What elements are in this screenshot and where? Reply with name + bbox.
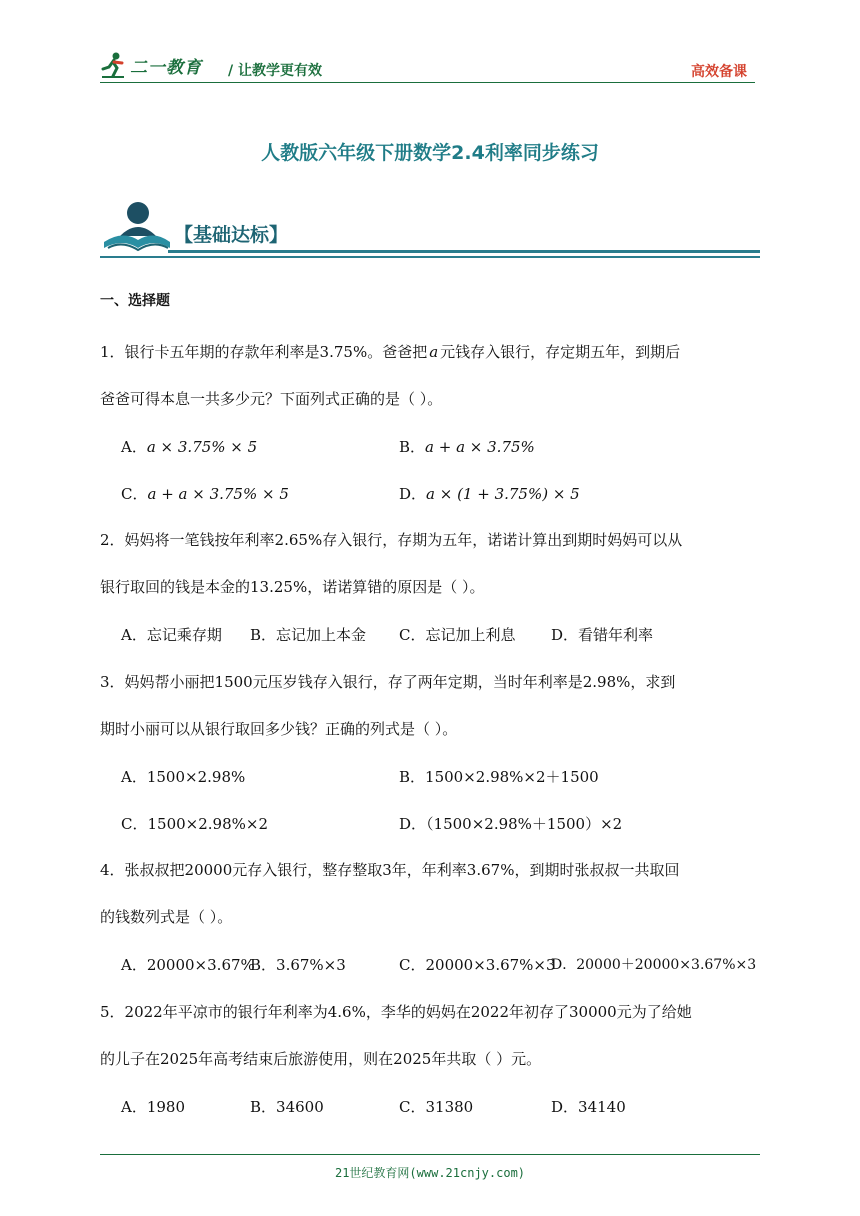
section-label: 【基础达标】 [174, 224, 289, 246]
math-variable: a [429, 343, 439, 361]
question-4-option-a[interactable] [121, 954, 255, 975]
question-2-line-1: 2．妈妈将一笔钱按年利率2.65%存入银行，存期为五年，诺诺计算出到期时妈妈可以从 [100, 531, 683, 549]
question-2-option-b[interactable] [250, 624, 366, 645]
reader-book-icon [100, 200, 172, 256]
question-4-option-d[interactable] [551, 954, 756, 974]
part-heading: 一、选择题 [100, 293, 170, 309]
question-4-option-b[interactable] [250, 954, 346, 975]
option-label: B． [250, 1098, 277, 1116]
question-2-option-c[interactable] [399, 624, 516, 645]
option-text: 3.67%×3 [276, 956, 346, 974]
logo-text: 二一教育 [130, 57, 202, 78]
logo [100, 50, 202, 80]
option-label: B． [399, 438, 426, 456]
question-2-line-2: 银行取回的钱是本金的13.25%，诺诺算错的原因是（ ）。 [100, 578, 485, 596]
question-1-option-c[interactable] [121, 483, 289, 504]
option-text: 1980 [146, 1098, 186, 1116]
option-text: 1500×2.98% [146, 768, 246, 786]
option-label: A． [121, 1098, 147, 1116]
option-text: 34600 [276, 1098, 324, 1116]
option-text: 忘记加上利息 [425, 626, 516, 644]
option-label: A． [121, 768, 147, 786]
question-4-option-c[interactable] [399, 954, 556, 975]
question-3-option-c[interactable] [121, 813, 268, 834]
question-1-option-a[interactable] [121, 436, 257, 457]
header-slogan: / 让教学更有效 [228, 63, 322, 79]
question-3-option-b[interactable] [399, 766, 599, 787]
option-text: a × (1 + 3.75%) × 5 [426, 485, 580, 503]
option-text: 31380 [425, 1098, 474, 1116]
option-label: D． [551, 957, 577, 973]
option-text: a × 3.75% × 5 [146, 438, 258, 456]
option-label: A． [121, 956, 147, 974]
option-text: 20000＋20000×3.67%×3 [576, 957, 757, 973]
option-label: C． [399, 1098, 426, 1116]
question-4-line-1: 4．张叔叔把20000元存入银行，整存整取3年，年利率3.67%，到期时张叔叔一共取回 [100, 861, 680, 879]
question-3-line-2: 期时小丽可以从银行取回多少钱？正确的列式是（ ）。 [100, 720, 458, 738]
section-divider-bottom [100, 256, 760, 258]
option-label: B． [250, 956, 277, 974]
option-label: D． [551, 626, 579, 644]
option-text: 看错年利率 [578, 626, 654, 644]
option-label: D． [551, 1098, 579, 1116]
question-1-option-d[interactable] [399, 483, 580, 504]
option-label: C． [399, 626, 426, 644]
question-1-line-1 [100, 341, 680, 362]
option-label: B． [250, 626, 277, 644]
question-5-option-d[interactable] [551, 1096, 626, 1117]
option-text: 1500×2.98%×2 [147, 815, 268, 833]
option-label: D． [399, 815, 427, 833]
option-label: A． [121, 438, 147, 456]
option-label: B． [399, 768, 426, 786]
option-text: 忘记乘存期 [146, 626, 222, 644]
question-5-option-a[interactable] [121, 1096, 185, 1117]
question-4-line-2: 的钱数列式是（ ）。 [100, 908, 233, 926]
option-text: 20000×3.67% [146, 956, 255, 974]
option-label: C． [121, 485, 148, 503]
question-3-option-d[interactable] [399, 813, 622, 834]
question-5-option-b[interactable] [250, 1096, 324, 1117]
question-5-option-c[interactable] [399, 1096, 473, 1117]
question-5-line-2: 的儿子在2025年高考结束后旅游使用，则在2025年共取（ ）元。 [100, 1050, 542, 1068]
option-label: C． [121, 815, 148, 833]
option-text: 34140 [578, 1098, 626, 1116]
question-2-option-a[interactable] [121, 624, 222, 645]
question-3-option-a[interactable] [121, 766, 245, 787]
question-text: 1．银行卡五年期的存款年利率是3.75%。爸爸把 [100, 343, 428, 361]
option-text: 20000×3.67%×3 [425, 956, 556, 974]
footer-link[interactable]: 21世纪教育网(www.21cnjy.com) [334, 1166, 526, 1180]
footer-divider [100, 1154, 760, 1155]
option-text: （1500×2.98%＋1500）×2 [426, 815, 623, 833]
option-label: D． [399, 485, 427, 503]
header-divider [100, 82, 755, 83]
option-text: 忘记加上本金 [276, 626, 367, 644]
option-text: a + a × 3.75% × 5 [147, 485, 289, 503]
option-text: a + a × 3.75% [425, 438, 535, 456]
header-right-label: 高效备课 [691, 64, 747, 80]
question-1-line-2: 爸爸可得本息一共多少元？下面列式正确的是（ ）。 [100, 390, 443, 408]
option-label: C． [399, 956, 426, 974]
option-label: A． [121, 626, 147, 644]
question-1-option-b[interactable] [399, 436, 535, 457]
question-text: 元钱存入银行，存定期五年，到期后 [440, 343, 681, 361]
runner-logo-icon [100, 51, 126, 79]
section-banner [100, 200, 760, 262]
section-divider-top [168, 250, 760, 253]
question-3-line-1: 3．妈妈帮小丽把1500元压岁钱存入银行，存了两年定期，当时年利率是2.98%，求到 [100, 673, 676, 691]
question-5-line-1: 5．2022年平凉市的银行年利率为4.6%，李华的妈妈在2022年初存了30000元为了给她 [100, 1003, 692, 1021]
page-title: 人教版六年级下册数学2.4利率同步练习 [261, 142, 599, 164]
page-header [100, 50, 755, 84]
option-text: 1500×2.98%×2＋1500 [425, 768, 599, 786]
question-2-option-d[interactable] [551, 624, 653, 645]
